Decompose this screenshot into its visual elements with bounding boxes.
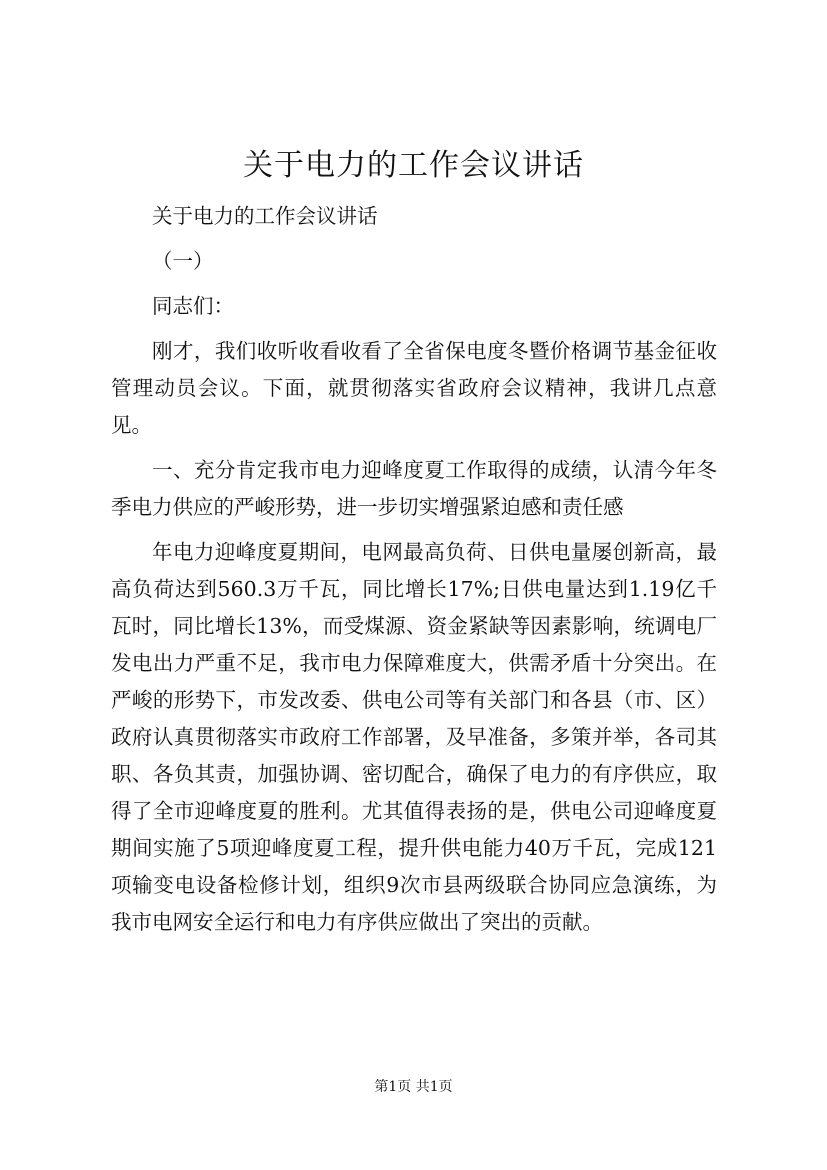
page-footer: 第1页 共1页 <box>374 1079 453 1095</box>
paragraph-salutation: 同志们： <box>152 294 234 318</box>
paragraph-section-number: （一） <box>152 249 214 273</box>
document-title: 关于电力的工作会议讲话 <box>243 148 584 183</box>
paragraph-opening: 刚才，我们收听收看收看了全省保电度冬暨价格调节基金征收管理动员会议。下面，就贯彻落实省政府会议精神，我讲几点意见。 <box>111 339 717 437</box>
paragraph-summer-summary: 年电力迎峰度夏期间，电网最高负荷、日供电量屡创新高，最高负荷达到560.3万千瓦，同比增长17%;日供电量达到1.19亿千瓦时，同比增长13%，而受煤源、资金紧缺等因素影响，统调电厂发电出力严重不足，我市电力保障难度大，供需矛盾十分突出。在严峻的形势下，市发改委、供电公司等有关部门和各县（市、区）政府认真贯彻落实市政府工作部署，及早准备，多策并举，各司其职、各负其责，加强协调、密切配合，确保了电力的有序供应，取得了全市迎峰度夏的胜利。尤其值得表扬的是，供电公司迎峰度夏期间实施了5项迎峰度夏工程，提升供电能力40万千瓦，完成121项输变电设备检修计划，组织9次市县两级联合协同应急演练，为我市电网安全运行和电力有序供应做出了突出的贡献。 <box>111 540 717 934</box>
paragraph-heading-one: 一、充分肯定我市电力迎峰度夏工作取得的成绩，认清今年冬季电力供应的严峻形势，进一步切实增强紧迫感和责任感 <box>111 458 717 519</box>
paragraph-subtitle: 关于电力的工作会议讲话 <box>152 204 378 228</box>
document-body <box>111 198 717 949</box>
